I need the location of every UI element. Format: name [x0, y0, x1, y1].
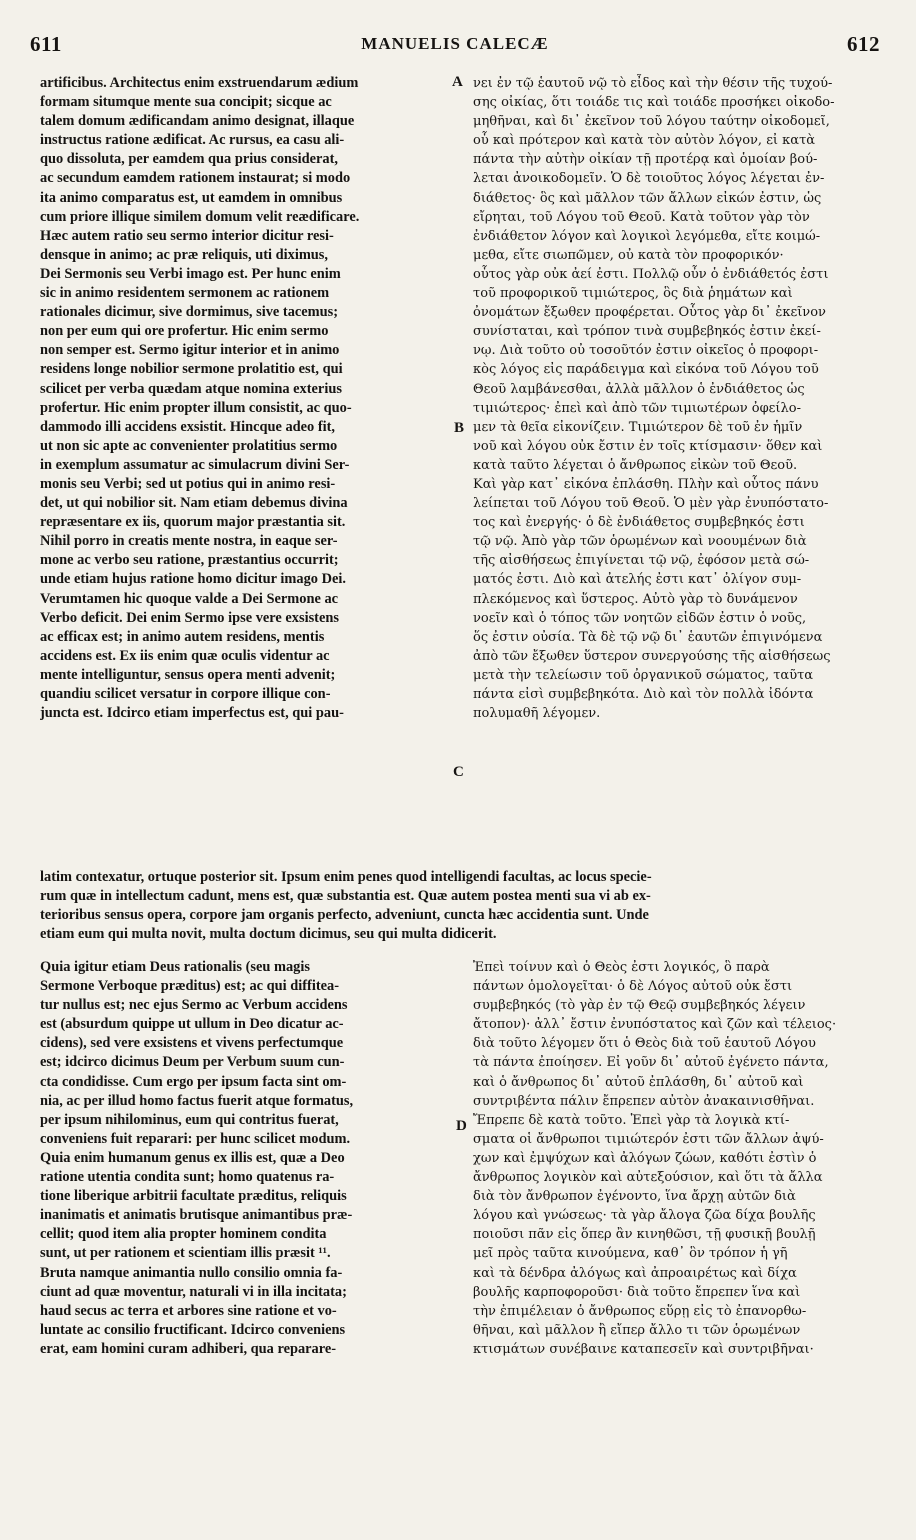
text-line: formam situmque mente sua concipit; sicque ac: [40, 94, 332, 111]
text-line: πολυμαθῆ λέγομεν.: [473, 706, 601, 722]
text-line: νοεῖν καὶ ὁ τόπος τῶν νοητῶν εἰδῶν ἐστιν ὁ νοῦς,: [473, 610, 807, 626]
text-line: χων καὶ ἐμψύχων καὶ ἀλόγων ζώων, καθότι ἐστὶν ὁ: [473, 1150, 817, 1166]
text-line: rationales dicimur, sive dormimus, sive tacemus;: [40, 304, 339, 321]
text-line: rum quæ in intellectum cadunt, mens est, quæ substantia est. Quæ autem postea menti sua vi ab ex-: [40, 888, 651, 905]
section-marker-b: B: [454, 420, 465, 436]
text-line: non semper est. Sermo igitur interior et in animo: [40, 342, 340, 359]
text-line: cellit; quod item alia propter hominem condita: [40, 1226, 327, 1243]
text-line: καὶ τὰ δένδρα ἀλόγως καὶ ἀπροαιρέτως καὶ δίχα: [473, 1265, 797, 1281]
text-line: sunt, ut per rationem et scientiam illis præsit ¹¹.: [40, 1245, 331, 1262]
text-line: πάντων ὁμολογεῖται· ὁ δὲ Λόγος αὐτοῦ οὐκ ἔστι: [473, 979, 793, 995]
text-line: Verumtamen hic quoque valde a Dei Sermone ac: [40, 590, 339, 607]
text-line: διὰ τὸν ἄνθρωπον ἐγένοντο, ἵνα ἄρχῃ αὐτῶν διὰ: [473, 1189, 796, 1205]
text-line: densque in animo; ac præ reliquis, uti diximus,: [40, 246, 329, 263]
text-line: Hæc autem ratio seu sermo interior dicitur resi-: [40, 227, 334, 244]
text-line: πάντα τὴν αὐτὴν οἰκίαν τῇ προτέρᾳ καὶ ὁμοίαν βού-: [473, 152, 818, 168]
text-line: πλεκόμενος καὶ ὕστερος. Αὐτὸ γὰρ τὸ δυνάμενον: [473, 591, 798, 607]
text-line: κατὰ ταῦτο λέγεται ὁ ἄνθρωπος εἰκὼν τοῦ Θεοῦ.: [473, 457, 798, 473]
text-line: Verbo deficit. Dei enim Sermo ipse vere exsistens: [40, 609, 339, 626]
text-line: Ἔπρεπε δὲ κατὰ τοῦτο. Ἐπεὶ γὰρ τὰ λογικὰ κτί-: [473, 1112, 790, 1128]
text-line: Θεοῦ λαμβάνεσθαι, ἀλλὰ μᾶλλον ὁ ἐνδιάθετος ὡς: [473, 381, 805, 397]
text-line: non per eum qui ore profertur. Hic enim sermo: [40, 323, 329, 340]
section-marker-a: A: [452, 74, 463, 90]
text-line: scilicet per verba quædam atque nomina exterius: [40, 380, 342, 397]
text-line: ματός ἐστι. Διὸ καὶ ἀτελής ἐστι κατ᾽ ὀλίγον συμ-: [473, 572, 802, 588]
text-line: mente intelliguntur, sensus opera menti advenit;: [40, 666, 336, 683]
text-line: Bruta namque animantia nullo consilio omnia fa-: [40, 1264, 343, 1281]
page-number-left: 611: [30, 32, 62, 56]
text-line: κτισμάτων συνέβαινε καταπεσεῖν καὶ συντριβῆναι·: [473, 1341, 814, 1357]
page-header: [30, 30, 880, 62]
text-line: οὗ καὶ πρότερον καὶ κατὰ τὸν αὐτὸν λόγον, εἰ κατὰ: [473, 133, 816, 149]
running-title: MANUELIS CALECÆ: [361, 34, 549, 53]
text-line: quo dissoluta, per eamdem qua prius considerat,: [40, 151, 338, 168]
text-line: μεῖ πρὸς ταῦτα κινούμενα, καθ᾽ ὃν τρόπον ἡ γῆ: [473, 1246, 788, 1262]
text-line: ciunt ad quæ moventur, naturali vi in illa incitata;: [40, 1283, 347, 1300]
text-line: βουλῆς καρποφοροῦσι· διὰ τοῦτο ἔπρεπεν ἵνα καὶ: [473, 1284, 801, 1300]
text-line: πάντα εἰσὶ συμβεβηκότα. Διὸ καὶ τὸν πολλὰ ἰδόντα: [473, 687, 814, 702]
text-line: τῷ νῷ. Ἀπὸ γὰρ τῶν ὁρωμένων καὶ νοουμένων διὰ: [473, 534, 807, 550]
full-width-latin: [40, 868, 885, 944]
text-line: τος καὶ ἐνεργής· ὁ δὲ ἐνδιάθετος συμβεβηκός ἐστι: [473, 515, 805, 531]
text-line: σματα οἱ ἄνθρωποι τιμιώτερόν ἐστι τῶν ἄλλων ἀψύ-: [473, 1131, 824, 1147]
text-line: κὸς λόγος εἰς παράδειγμα καὶ εἰκόνα τοῦ Λόγου τοῦ: [473, 362, 819, 378]
text-line: ratione utentia condita sunt; homo quatenus ra-: [40, 1169, 335, 1186]
text-line: conveniens fuit reparari: per hunc scilicet modum.: [40, 1130, 351, 1147]
text-line: Ἐπεὶ τοίνυν καὶ ὁ Θεὸς ἐστι λογικός, ὃ παρὰ: [473, 960, 770, 975]
text-line: λεται ἀνοικοδομεῖν. Ὁ δὲ τοιοῦτος λόγος λέγεται ἐν-: [473, 171, 825, 187]
text-line: μεθα, εἴτε σιωπῶμεν, οὐ κατὰ τὸν προφορικόν·: [473, 247, 784, 263]
text-line: ποιοῦσι πᾶν εἰς ὅπερ ἂν κινηθῶσι, τῇ φυσικῇ βουλῇ: [473, 1227, 816, 1243]
text-line: ὀνομάτων ἔξωθεν προφέρεται. Οὗτος γὰρ δι᾽ ἐκεῖνον: [473, 305, 826, 321]
text-line: per ipsum nihilominus, eum qui contritus fuerat,: [40, 1111, 339, 1128]
text-line: latim contexatur, ortuque posterior sit. Ipsum enim penes quod intelligendi facultas, ac locus specie-: [40, 869, 652, 885]
text-line: tur nullus est; nec ejus Sermo ac Verbum accidens: [40, 997, 348, 1014]
text-line: οὗτος γὰρ οὐκ ἀεί ἐστι. Πολλῷ οὖν ὁ ἐνδιάθετός ἐστι: [473, 266, 829, 282]
text-line: Quia enim humanum genus ex illis est, quæ a Deo: [40, 1149, 345, 1166]
section-marker-d: D: [456, 1118, 467, 1134]
text-line: Quia igitur etiam Deus rationalis (seu magis: [40, 959, 310, 975]
text-line: τοῦ προφορικοῦ τιμιώτερος, ὃς διὰ ῥημάτων καὶ: [473, 286, 793, 302]
text-line: dammodo illi accidens exsistit. Hincque adeo fit,: [40, 418, 336, 435]
text-line: quandiu scilicet versatur in corpore illique con-: [40, 686, 331, 702]
text-line: ut non sic apte ac convenienter prolatitius sermo: [40, 437, 338, 454]
text-line: συμβεβηκός (τὸ γὰρ ἐν τῷ Θεῷ συμβεβηκός λέγειν: [473, 998, 806, 1014]
text-line: tione liberique arbitrii facultate præditus, reliquis: [40, 1188, 347, 1205]
text-line: erat, eam homini curam adhiberi, qua reparare-: [40, 1340, 337, 1357]
text-line: est; idcirco dicimus Deum per Verbum suum cun-: [40, 1054, 345, 1071]
text-line: ἄτοπον)· ἀλλ᾽ ἔστιν ἐνυπόστατος καὶ ζῶν καὶ τέλειος·: [473, 1017, 837, 1033]
text-line: εἴρηται, τοῦ Λόγου τοῦ Θεοῦ. Κατὰ τοῦτον γὰρ τὸν: [473, 209, 810, 225]
text-line: μετὰ τὴν τελείωσιν τοῦ ὀργανικοῦ σώματος, ταῦτα: [473, 667, 814, 683]
text-line: cidens), sed vere exsistens et vivens perfectumque: [40, 1035, 344, 1052]
text-line: νῳ. Διὰ τοῦτο οὐ τοσοῦτόν ἐστιν οἰκεῖος ὁ προφορι-: [473, 343, 819, 359]
text-line: νοῦ καὶ λόγου οὐκ ἔστιν ἐν τοῖς κτίσμασιν· ὅθεν καὶ: [473, 438, 823, 454]
text-line: luntate ac consilio fructificant. Idcirco conveniens: [40, 1321, 346, 1338]
text-line: haud secus ac terra et arbores sine ratione et vo-: [40, 1302, 337, 1319]
text-line: cta condidisse. Cum ergo per ipsum facta sint om-: [40, 1073, 347, 1090]
text-line: τιμιώτερος· ἐπεὶ καὶ ἀπὸ τῶν τιμιωτέρων ὀφείλο-: [473, 400, 801, 416]
text-line: instructus ratione ædificat. Ac rursus, ea casu ali-: [40, 132, 345, 149]
text-line: terioribus sensus opera, corpore jam organis perfecto, adveniunt, cuncta hæc accidentia sunt. Unde: [40, 907, 649, 924]
text-line: θῆναι, καὶ μᾶλλον ἢ εἴπερ ἄλλο τι τῶν ὁρωμένων: [473, 1322, 801, 1338]
greek-column-lower: [473, 958, 885, 1359]
text-line: ἀπὸ τῶν ἔξωθεν ὕστερον συνεργούσης τῆς αἰσθήσεως: [473, 648, 831, 664]
text-line: διὰ τοῦτο λέγομεν ὅτι ὁ Θεὸς διὰ τοῦ ἑαυτοῦ Λόγου: [473, 1036, 816, 1052]
text-line: τῆς αἰσθήσεως ἐπιγίνεται τῷ νῷ, ἐφόσον μετὰ σώ-: [473, 553, 810, 569]
text-line: λείπεται τοῦ Λόγου τοῦ Θεοῦ. Ὁ μὲν γὰρ ἐνυπόστατο-: [473, 496, 829, 512]
text-line: mone ac verbo seu ratione, præstantius occurrit;: [40, 552, 339, 569]
text-line: est (absurdum quippe ut ullum in Deo dicatur ac-: [40, 1016, 344, 1033]
text-line: talem domum ædificandam animo designat, illaque: [40, 113, 355, 130]
text-line: ac secundum eamdem rationem instaurat; si modo: [40, 170, 351, 187]
text-line: residens longe nobilior sermone prolatitio est, qui: [40, 361, 343, 378]
text-line: juncta est. Idcirco etiam imperfectus est, qui pau-: [40, 705, 344, 722]
text-line: det, ut qui nobilior sit. Nam etiam debemus divina: [40, 495, 348, 512]
text-line: profertur. Hic enim propter illum consistit, ac quo-: [40, 399, 352, 416]
text-line: συντριβέντα πάλιν ἔπρεπεν αὐτὸν ἀνακαινισθῆναι.: [473, 1093, 815, 1109]
text-line: ἄνθρωπος λογικὸν καὶ αὐτεξούσιον, καὶ ὅτι τὰ ἄλλα: [473, 1170, 823, 1186]
text-line: συνίσταται, καὶ τρόπον τινὰ συμβεβηκός ἐστιν ἐκεί-: [473, 324, 821, 340]
text-line: cum priore illique similem domum velit reædificare.: [40, 208, 360, 225]
text-line: τὰ πάντα ἐποίησεν. Εἰ γοῦν δι᾽ αὐτοῦ ἐγένετο πάντα,: [473, 1055, 829, 1071]
text-line: nia, ac per illud homo factus fuerit atque formatus,: [40, 1092, 354, 1109]
text-line: unde etiam hujus ratione homo dicitur imago Dei.: [40, 571, 346, 588]
latin-column-lower: [40, 958, 452, 1359]
text-line: νει ἐν τῷ ἑαυτοῦ νῷ τὸ εἶδος καὶ τὴν θέσιν τῆς τυχού-: [473, 76, 833, 91]
text-line: accidens est. Ex iis enim quæ oculis videntur ac: [40, 647, 330, 664]
text-line: ac efficax est; in animo autem residens, mentis: [40, 628, 325, 645]
page-number-right: 612: [847, 32, 880, 56]
text-line: μεν τὰ θεῖα εἰκονίζειν. Τιμιώτερον δὲ τοῦ ἐν ἡμῖν: [473, 419, 803, 435]
text-line: καὶ ὁ ἄνθρωπος δι᾽ αὐτοῦ ἐπλάσθη, δι᾽ αὐτοῦ καὶ: [473, 1074, 804, 1090]
section-marker-c: C: [453, 764, 464, 780]
text-line: ἐνδιάθετον λόγον καὶ λογικοὶ λεγόμεθα, εἴτε κοιμώ-: [473, 228, 821, 244]
text-line: λόγου καὶ γνώσεως· τὰ γὰρ ἄλογα ζῶα δίχα βουλῆς: [473, 1208, 816, 1224]
text-line: sic in animo residentem sermonem ac rationem: [40, 285, 330, 302]
text-line: μηθῆναι, καὶ δι᾽ ἐκεῖνον τοῦ λόγου ταύτην οἰκοδομεῖ,: [473, 114, 830, 130]
text-line: monis seu Verbi; sed ut potius qui in animo resi-: [40, 475, 336, 492]
text-line: artificibus. Architectus enim exstruendarum ædium: [40, 75, 359, 91]
text-line: ita animo comparatus est, ut eamdem in omnibus: [40, 189, 343, 206]
greek-column-upper: [473, 74, 885, 723]
latin-column-upper: [40, 74, 452, 723]
text-line: σης οἰκίας, ὅτι τοιάδε τις καὶ τοιάδε προσήκει οἰκοδο-: [473, 95, 835, 111]
text-line: Sermone Verboque præditus) est; ac qui diffitea-: [40, 978, 339, 995]
text-line: repræsentare ex iis, quorum major præstantia sit.: [40, 514, 346, 531]
text-line: inanimatis et animatis brutisque animantibus præ-: [40, 1207, 353, 1224]
text-line: in exemplum assumatur ac simulacrum divini Ser-: [40, 456, 350, 473]
text-line: Dei Sermonis seu Verbi imago est. Per hunc enim: [40, 265, 341, 282]
text-line: etiam eum qui multa novit, multa doctum dicimus, seu qui multa didicerit.: [40, 926, 497, 943]
text-line: τὴν ἐπιμέλειαν ὁ ἄνθρωπος εὕρῃ εἰς τὸ ἐπανορθω-: [473, 1303, 807, 1319]
text-line: Nihil porro in creatis mente nostra, in eaque ser-: [40, 533, 338, 550]
text-line: διάθετος· ὃς καὶ μᾶλλον τῶν ἄλλων εἰκών ἐστιν, ὡς: [473, 190, 822, 206]
text-line: ὅς ἐστιν οὐσία. Τὰ δὲ τῷ νῷ δι᾽ ἑαυτῶν ἐπιγινόμενα: [473, 629, 823, 645]
text-line: Καὶ γὰρ κατ᾽ εἰκόνα ἐπλάσθη. Πλὴν καὶ οὗτος πάνυ: [473, 476, 819, 492]
